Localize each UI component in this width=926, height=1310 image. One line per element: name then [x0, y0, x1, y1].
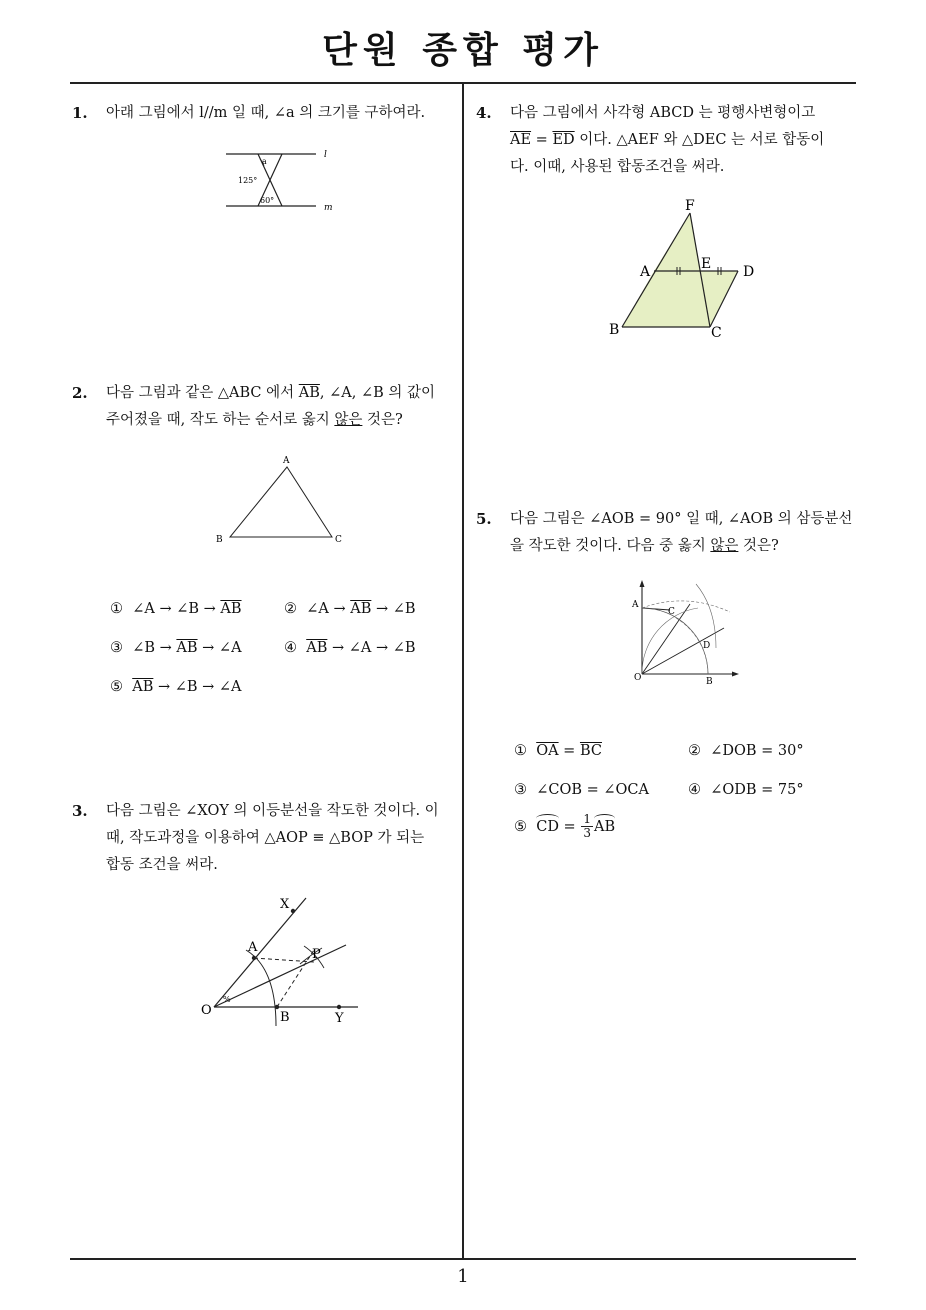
- page-number: 1: [457, 1266, 469, 1287]
- q5-label-a: A: [632, 600, 639, 610]
- q3-label-b: B: [280, 1010, 290, 1025]
- question-2: [72, 380, 457, 434]
- q4-parallelogram-figure: [604, 196, 764, 346]
- q5-option-5[interactable]: ⑤ CD = $\frac{1}{3}$ AB: [514, 812, 616, 840]
- question-5: [476, 506, 861, 560]
- q1-angle-a-label: a: [262, 157, 267, 166]
- q2-option-5[interactable]: ⑤ $\overline{AB}$ → ∠B → ∠A: [110, 679, 242, 695]
- q5-option-1[interactable]: ① $\overline{OA} = \overline{BC}$: [514, 743, 602, 759]
- q1-angle-125-label: 125°: [238, 176, 258, 185]
- q5-label-c: C: [668, 607, 675, 617]
- question-text: 아래 그림에서 l//m 일 때, ∠a 의 크기를 구하여라.: [106, 105, 426, 121]
- question-text: 다음 그림과 같은 △ABC 에서 $\overline{AB}$, ∠A, ∠B 의 값이 주어졌을 때, 작도 하는 순서로 옳지 않은 것은?: [106, 385, 435, 428]
- question-number: 4.: [476, 104, 492, 122]
- svg-text:%: %: [223, 995, 231, 1004]
- q2-label-a: A: [283, 456, 290, 466]
- question-text: 다음 그림에서 사각형 ABCD 는 평행사변형이고 $\overline{AE} = \overline{ED}$ 이다. △AEF 와 △DEC 는 서로 합동이 다. 이때, 사용된 합동조건을 써라.: [510, 105, 825, 175]
- q4-label-b: B: [609, 322, 620, 338]
- q3-label-x: X: [280, 897, 290, 912]
- column-divider: [462, 84, 464, 1260]
- q2-option-3[interactable]: ③ ∠B → $\overline{AB}$ → ∠A: [110, 640, 242, 656]
- fraction-one-third: $\frac{1}{3}$: [583, 812, 591, 840]
- q2-label-b: B: [216, 535, 223, 545]
- q4-label-c: C: [711, 325, 722, 341]
- q2-triangle-figure: [210, 452, 350, 547]
- q1-line-l-label: l: [324, 150, 327, 160]
- q3-label-a: A: [248, 940, 258, 955]
- q1-parallel-lines-figure: [220, 146, 350, 216]
- arc-ab: AB: [594, 819, 615, 835]
- q1-line-m-label: m: [324, 203, 333, 213]
- q1-angle-60-label: 60°: [260, 196, 275, 205]
- q5-option-3[interactable]: ③ ∠COB = ∠OCA: [514, 782, 649, 798]
- q5-label-d: D: [703, 641, 711, 651]
- question-number: 2.: [72, 384, 88, 402]
- q4-label-f: F: [685, 198, 695, 214]
- q2-option-1[interactable]: ① ∠A → ∠B → $\overline{AB}$: [110, 601, 242, 617]
- question-3: [72, 798, 457, 879]
- q3-label-p: P: [312, 947, 321, 962]
- question-text: 다음 그림은 ∠XOY 의 이등분선을 작도한 것이다. 이 때, 작도과정을 이용하여 △AOP ≡ △BOP 가 되는 합동 조건을 써라.: [106, 803, 439, 873]
- q5-label-b: B: [706, 677, 713, 687]
- q3-label-o: O: [201, 1003, 212, 1018]
- question-text: 다음 그림은 ∠AOB = 90° 일 때, ∠AOB 의 삼등분선 을 작도한 것이다. 다음 중 옳지 않은 것은?: [510, 511, 853, 554]
- q5-option-2[interactable]: ② ∠DOB = 30°: [688, 743, 804, 759]
- q4-label-d: D: [743, 264, 755, 280]
- question-number: 1.: [72, 104, 88, 122]
- q4-label-a: A: [640, 264, 651, 280]
- arc-cd: CD: [536, 819, 559, 835]
- question-4: [476, 100, 861, 181]
- q2-option-2[interactable]: ② ∠A → $\overline{AB}$ → ∠B: [284, 601, 416, 617]
- question-number: 5.: [476, 510, 492, 528]
- q3-label-y: Y: [335, 1011, 344, 1026]
- q5-option-4[interactable]: ④ ∠ODB = 75°: [688, 782, 804, 798]
- q2-option-4[interactable]: ④ $\overline{AB}$ → ∠A → ∠B: [284, 640, 416, 656]
- q5-label-o: O: [634, 673, 642, 683]
- q2-label-c: C: [335, 535, 342, 545]
- page-title: 단원 종합 평가: [322, 30, 604, 71]
- bottom-rule: [70, 1258, 856, 1260]
- q4-label-e: E: [701, 256, 712, 272]
- question-number: 3.: [72, 802, 88, 820]
- question-1: [72, 100, 457, 127]
- q5-trisection-figure: [626, 578, 746, 690]
- q3-bisector-figure: [196, 888, 366, 1033]
